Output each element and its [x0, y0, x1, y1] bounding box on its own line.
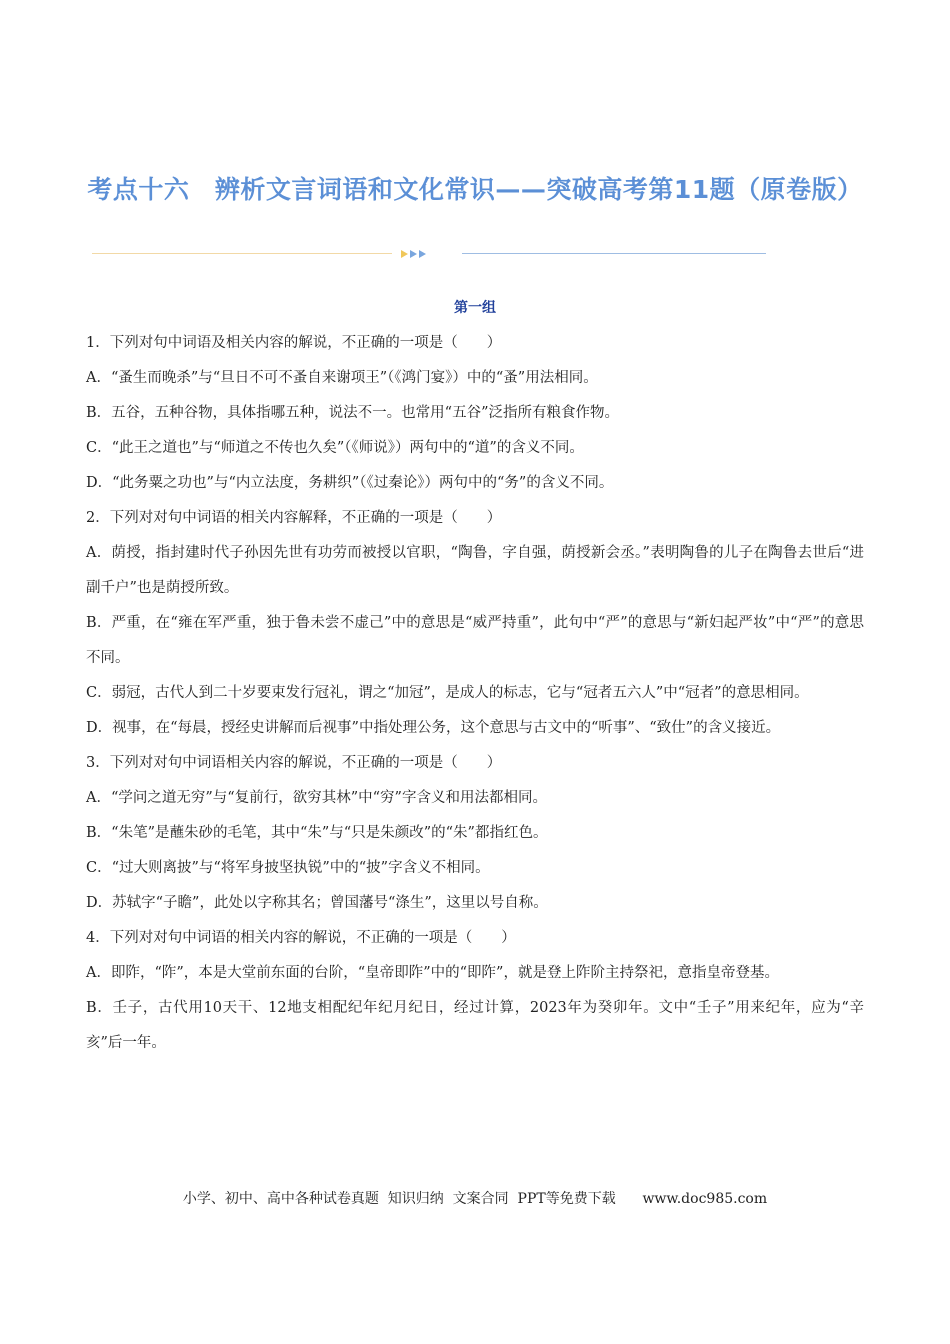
- question-3-option-c: C．“过大则离披”与“将军身披坚执锐”中的“披”字含义不相同。: [86, 860, 490, 876]
- title-divider: [92, 247, 766, 261]
- divider-line-right: [462, 253, 766, 254]
- page-title: 考点十六 辨析文言词语和文化常识——突破高考第11题（原卷版）: [87, 175, 863, 204]
- question-1-option-d: D．“此务粟之功也”与“内立法度，务耕织”（《过秦论》）两句中的“务”的含义不同。: [86, 475, 614, 491]
- question-1-option-c: C．“此王之道也”与“师道之不传也久矣”（《师说》）两句中的“道”的含义不同。: [86, 440, 584, 456]
- question-2-option-c: C．弱冠，古代人到二十岁要束发行冠礼，谓之“加冠”，是成人的标志，它与“冠者五六人”中“冠者”的意思相同。: [86, 685, 809, 701]
- question-4-option-b: B．壬子，古代用10天干、12地支相配纪年纪月纪日，经过计算，2023年为癸卯年。文中“壬子”用来纪年，应为“辛亥”后一年。: [86, 1000, 864, 1051]
- question-3-stem: 3．下列对对句中词语相关内容的解说，不正确的一项是（ ）: [86, 755, 502, 771]
- question-1-stem: 1．下列对句中词语及相关内容的解说，不正确的一项是（ ）: [86, 335, 502, 351]
- divider-line-left: [92, 253, 392, 254]
- question-2-stem: 2．下列对对句中词语的相关内容解释，不正确的一项是（ ）: [86, 510, 502, 526]
- question-1-option-a: A．“蚤生而晚杀”与“旦日不可不蚤自来谢项王”（《鸿门宴》）中的“蚤”用法相同。: [86, 370, 598, 386]
- arrow-ornament-icon: [401, 247, 428, 261]
- question-4-option-a: A．即阼，“阼”，本是大堂前东面的台阶，“皇帝即阼”中的“即阼”，就是登上阼阶主持祭祀，意指皇帝登基。: [86, 965, 779, 981]
- question-2-option-b: B．严重，在“雍在军严重，独于鲁未尝不虚己”中的意思是“威严持重”，此句中“严”的意思与“新妇起严妆”中“严”的意思不同。: [86, 615, 864, 666]
- question-2-option-d: D．视事，在“每晨，授经史讲解而后视事”中指处理公务，这个意思与古文中的“听事”、“致仕”的含义接近。: [86, 720, 781, 736]
- question-3-option-b: B．“朱笔”是蘸朱砂的毛笔，其中“朱”与“只是朱颜改”的“朱”都指红色。: [86, 825, 548, 841]
- question-1-option-b: B．五谷，五种谷物，具体指哪五种，说法不一。也常用“五谷”泛指所有粮食作物。: [86, 405, 619, 421]
- question-3-option-a: A．“学问之道无穷”与“复前行，欲穷其林”中“穷”字含义和用法都相同。: [86, 790, 547, 806]
- question-2-option-a: A．荫授，指封建时代子孙因先世有功劳而被授以官职，“陶鲁，字自强，荫授新会丞。”表明陶鲁的儿子在陶鲁去世后“进副千户”也是荫授所致。: [86, 545, 864, 596]
- group-heading: 第一组: [454, 300, 496, 316]
- question-content: [86, 326, 864, 1061]
- question-4-stem: 4．下列对对句中词语的相关内容的解说，不正确的一项是（ ）: [86, 930, 516, 946]
- question-3-option-d: D．苏轼字“子瞻”，此处以字称其名；曾国藩号“涤生”，这里以号自称。: [86, 895, 548, 911]
- page-footer: 小学、初中、高中各种试卷真题 知识归纳 文案合同 PPT等免费下载 www.doc985.com: [182, 1191, 768, 1207]
